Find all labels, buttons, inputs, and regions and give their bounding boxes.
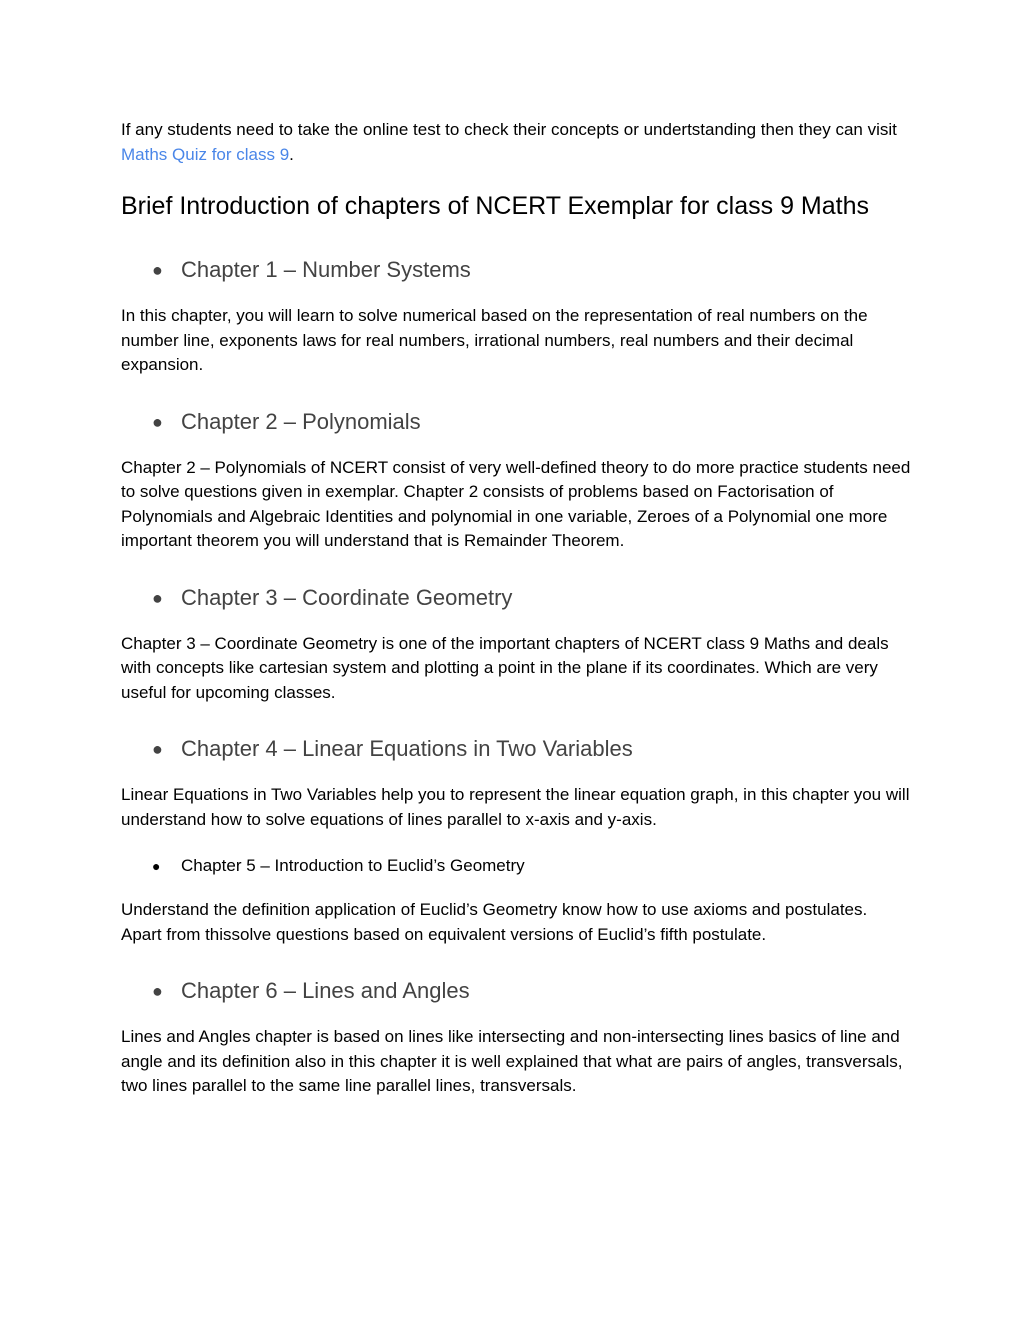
maths-quiz-link[interactable]: Maths Quiz for class 9 <box>121 144 290 164</box>
bullet-icon: ● <box>152 981 163 1001</box>
chapter-title: Chapter 2 – Polynomials <box>181 408 421 434</box>
chapter-description-1: In this chapter, you will learn to solve numerical based on the representation of real numbers on the number line, exponents laws for real numbers, irrational numbers, real numbers and their decimal expansion. <box>121 306 868 374</box>
chapter-description-4: Linear Equations in Two Variables help you to represent the linear equation graph, in this chapter you will understand how to solve equations of lines parallel to x-axis and y-axis. <box>121 785 910 829</box>
bullet-icon: ● <box>152 411 163 432</box>
chapter-heading-6 <box>121 976 911 1006</box>
chapter-description-3: Chapter 3 – Coordinate Geometry is one of the important chapters of NCERT class 9 Maths and deals with concepts like cartesian system and plotting a point in the plane if its coordinates. Which are very useful for upcoming classes. <box>121 633 889 702</box>
bullet-icon: ● <box>152 739 163 759</box>
chapter-title: Chapter 3 – Coordinate Geometry <box>181 584 513 610</box>
chapter-heading-1 <box>121 255 911 285</box>
bullet-icon: ● <box>152 858 161 874</box>
chapter-heading-3 <box>121 583 911 613</box>
bullet-icon: ● <box>152 260 163 280</box>
intro-paragraph <box>121 118 911 167</box>
bullet-icon: ● <box>152 587 163 608</box>
chapter-title: Chapter 6 – Lines and Angles <box>181 978 470 1003</box>
chapter-description-6: Lines and Angles chapter is based on lines like intersecting and non-intersecting lines basics of line and angle and its definition also in this chapter it is well explained that what are pairs of angles, transversals, two lines parallel to the same line parallel lines, transversals. <box>121 1027 903 1095</box>
chapter-title: Chapter 4 – Linear Equations in Two Variables <box>181 736 633 761</box>
document-page <box>121 118 911 1128</box>
chapter-title: Chapter 1 – Number Systems <box>181 257 471 282</box>
chapter-heading-4 <box>121 734 911 764</box>
chapter-title: Chapter 5 – Introduction to Euclid’s Geometry <box>181 856 525 875</box>
intro-text-end: . <box>289 144 294 164</box>
chapter-heading-2 <box>121 407 911 437</box>
intro-text: If any students need to take the online test to check their concepts or undertstanding then they can visit <box>121 120 897 139</box>
page-title: Brief Introduction of chapters of NCERT Exemplar for class 9 Maths <box>121 192 869 220</box>
chapter-description-5: Understand the definition application of Euclid’s Geometry know how to use axioms and postulates. Apart from thissolve questions based on equivalent versions of Euclid’s fifth postulate. <box>121 900 868 944</box>
chapter-description-2: Chapter 2 – Polynomials of NCERT consist of very well-defined theory to do more practice students need to solve questions given in exemplar. Chapter 2 consists of problems based on Factorisation of Polynomials and Algebraic Identities and polynomial in one variable, Zeroes of a Polynomial one more important theorem you will understand that is Remainder Theorem. <box>121 457 911 550</box>
chapter-heading-5 <box>121 852 911 878</box>
